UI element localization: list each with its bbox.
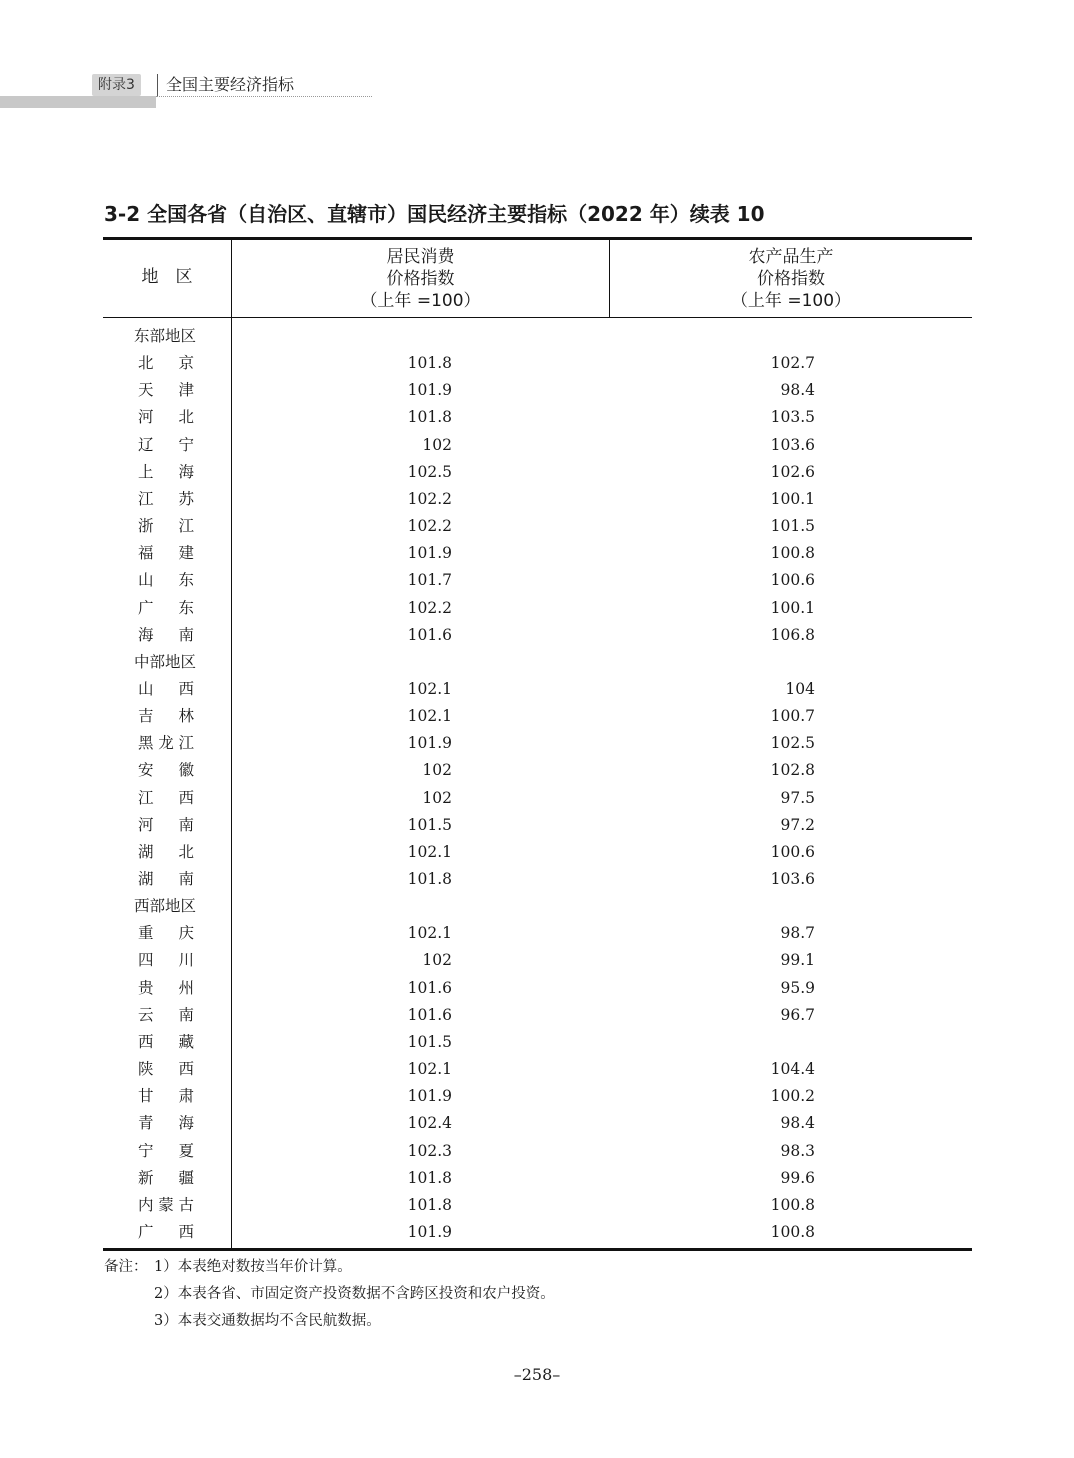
table-row [103,404,972,431]
column-header-agri [610,246,972,312]
cpi-value: 102 [422,435,452,454]
cpi-value: 101.6 [407,978,452,997]
region-name: 山东 [138,571,194,590]
page-number: –258– [513,1365,561,1384]
cpi-value: 102.1 [407,679,452,698]
region-name: 吉林 [138,707,194,726]
region-name: 新疆 [138,1168,194,1187]
agri-value: 98.4 [780,1114,815,1133]
table-row [103,947,972,974]
region-group-label: 西部地区 [134,897,197,916]
region-name: 北京 [138,354,194,373]
cpi-value: 102.1 [407,1060,452,1079]
cpi-value: 102 [422,951,452,970]
cpi-value: 102.4 [407,1114,452,1133]
agri-value: 99.6 [780,1168,815,1187]
region-name: 陕西 [138,1060,194,1079]
table-row [103,432,972,459]
region-name: 河北 [138,408,194,427]
table-bottom-rule [103,1248,972,1251]
table-row [103,377,972,404]
cpi-value: 101.8 [407,408,452,427]
cpi-value: 102.1 [407,707,452,726]
column-header-region [103,266,231,288]
table-row [103,1056,972,1083]
table-row [103,975,972,1002]
table-row [103,1083,972,1110]
cpi-value: 102.1 [407,924,452,943]
region-name: 江西 [138,788,194,807]
cpi-value: 101.6 [407,625,452,644]
table-row [103,920,972,947]
table-head-rule [103,317,972,318]
appendix-tag: 附录3 [92,74,141,96]
cpi-value: 102.2 [407,489,452,508]
region-name: 海南 [138,625,194,644]
agri-value: 100.6 [770,571,815,590]
table-row [103,703,972,730]
region-name: 青海 [138,1114,194,1133]
agri-value: 98.3 [780,1141,815,1160]
agri-value: 104.4 [770,1060,815,1079]
agri-value: 96.7 [780,1005,815,1024]
cpi-value: 101.9 [407,381,452,400]
agri-value: 97.5 [780,788,815,807]
agri-value: 100.8 [770,544,815,563]
agri-value: 100.2 [770,1087,815,1106]
region-name: 山西 [138,679,194,698]
table-row [103,1219,972,1246]
cpi-value: 102.5 [407,462,452,481]
agri-value: 103.6 [770,435,815,454]
agri-value: 102.5 [770,734,815,753]
column-header-cpi-line2: 价格指数 [386,269,455,289]
region-group-label: 东部地区 [134,327,197,345]
region-group-label: 中部地区 [134,652,197,671]
region-name: 广东 [138,598,194,617]
cpi-value: 102 [422,788,452,807]
region-name: 安徽 [138,761,194,780]
table-row [103,567,972,594]
column-header-cpi [232,246,609,312]
region-name: 辽宁 [138,435,194,454]
header-rule [156,96,372,97]
table-row [103,812,972,839]
cpi-value: 101.5 [407,1032,452,1051]
table-row [103,1192,972,1219]
column-header-cpi-line3: （上年 =100） [360,291,481,311]
region-name: 宁夏 [138,1141,194,1160]
agri-value: 100.8 [770,1195,815,1214]
region-name: 江苏 [138,489,194,508]
agri-value: 100.7 [770,707,815,726]
agri-value: 95.9 [780,978,815,997]
cpi-value: 101.9 [407,544,452,563]
cpi-value: 102.2 [407,598,452,617]
table-row [103,757,972,784]
region-name: 福建 [138,544,194,563]
header-bar [0,96,156,108]
cpi-value: 102 [422,761,452,780]
table-row [103,1165,972,1192]
cpi-value: 101.9 [407,1087,452,1106]
table-row [103,866,972,893]
table-row [103,1002,972,1029]
region-name: 云南 [138,1005,194,1024]
table-row [103,730,972,757]
region-name: 上海 [138,462,194,481]
table-group-row [103,323,972,350]
agri-value: 97.2 [780,815,815,834]
cpi-value: 102.1 [407,842,452,861]
table-row [103,1029,972,1056]
column-header-region-label: 地 区 [141,267,193,287]
region-name: 湖南 [138,870,194,888]
agri-value: 101.5 [770,517,815,536]
table-row [103,676,972,703]
note-item-2: 2）本表各省、市固定资产投资数据不含跨区投资和农户投资。 [154,1286,555,1302]
table-row [103,1110,972,1137]
agri-value: 98.4 [780,381,815,400]
column-header-cpi-line1: 居民消费 [386,247,455,267]
region-name: 广西 [138,1222,194,1241]
note-item-3: 3）本表交通数据均不含民航数据。 [154,1313,381,1329]
table-row [103,350,972,377]
table-title: 3-2 全国各省（自治区、直辖市）国民经济主要指标（2022 年）续表 10 [104,202,765,226]
table-row [103,486,972,513]
header-separator [157,74,158,96]
table-row [103,622,972,649]
table-group-row [103,893,972,920]
cpi-value: 102.2 [407,517,452,536]
region-name: 黑龙江 [138,734,194,753]
table-row [103,839,972,866]
agri-value: 100.1 [770,598,815,617]
table-row [103,513,972,540]
cpi-value: 101.5 [407,815,452,834]
column-header-agri-line1: 农产品生产 [748,247,834,267]
cpi-value: 101.7 [407,571,452,590]
region-name: 西藏 [138,1032,194,1051]
table-group-row [103,649,972,676]
column-header-agri-line2: 价格指数 [757,269,825,289]
agri-value: 104 [785,679,815,698]
agri-value: 98.7 [780,924,815,943]
agri-value: 100.8 [770,1222,815,1241]
running-header-title: 全国主要经济指标 [166,75,295,94]
agri-value: 100.6 [770,842,815,861]
cpi-value: 101.9 [407,1222,452,1241]
region-name: 浙江 [138,517,194,536]
region-name: 甘肃 [138,1087,194,1106]
cpi-value: 101.9 [407,734,452,753]
region-name: 湖北 [138,842,194,861]
table-row [103,459,972,486]
notes-label: 备注： [104,1259,148,1275]
region-name: 天津 [138,381,194,400]
region-name: 重庆 [138,924,194,943]
column-header-agri-line3: （上年 =100） [730,291,852,311]
region-name: 四川 [138,951,194,970]
table-top-rule [103,237,972,240]
region-name: 河南 [138,815,194,834]
table-row [103,540,972,567]
note-item-1: 1）本表绝对数按当年价计算。 [154,1259,352,1275]
agri-value: 99.1 [780,951,815,970]
agri-value: 103.5 [770,408,815,427]
cpi-value: 101.6 [407,1005,452,1024]
cpi-value: 102.3 [407,1141,452,1160]
cpi-value: 101.8 [407,354,452,373]
cpi-value: 101.8 [407,870,452,888]
agri-value: 106.8 [770,625,815,644]
table-row [103,785,972,812]
agri-value: 102.8 [770,761,815,780]
table-row [103,1138,972,1165]
cpi-value: 101.8 [407,1195,452,1214]
agri-value: 103.6 [770,870,815,888]
region-name: 贵州 [138,978,194,997]
agri-value: 100.1 [770,489,815,508]
table-row [103,595,972,622]
cpi-value: 101.8 [407,1168,452,1187]
region-name: 内蒙古 [138,1195,194,1214]
agri-value: 102.7 [770,354,815,373]
agri-value: 102.6 [770,462,815,481]
